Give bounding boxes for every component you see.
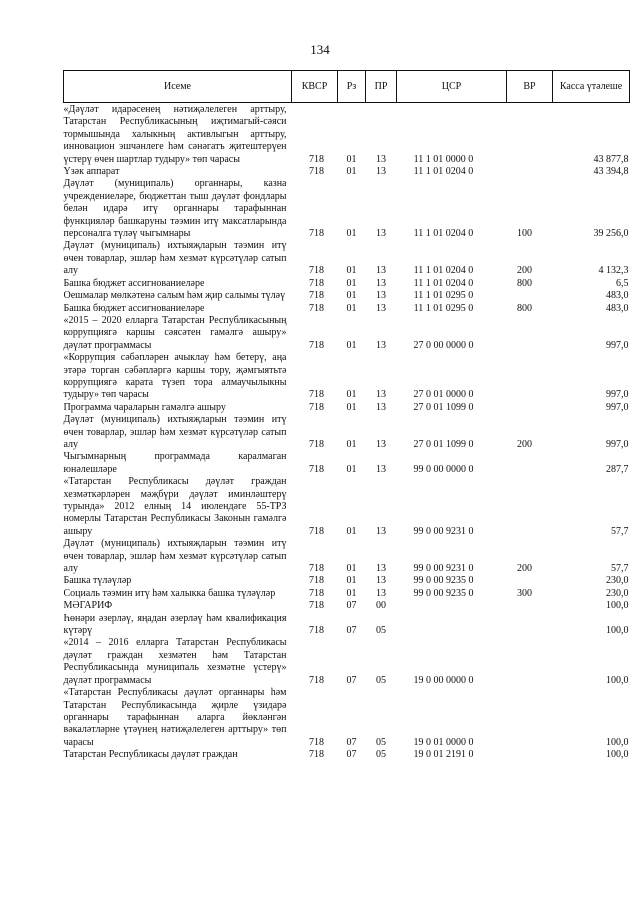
cell-csr: 11 1 01 0204 0 <box>413 166 474 178</box>
cell-kassa: 997,0 <box>606 389 629 401</box>
header-kvsr: КВСР <box>292 71 338 103</box>
cell-kassa: 39 256,0 <box>593 228 629 240</box>
cell-pr: 13 <box>376 153 386 165</box>
cell-csr: 11 1 01 0000 0 <box>413 153 474 165</box>
header-kassa: Касса үтәлеше <box>553 71 630 103</box>
cell-name: «Татарстан Республикасы дәүләт граждан хезмәткәрләрен мәҗбүри дәүләт иминләштерү турында» 2012 елның 14 июлендәге 55-ТРЗ номерлы Татарстан Республикасы Законын гамәлгә ашыру <box>63 476 287 537</box>
cell-name: «Дәүләт идарәсенең нәтиҗәлелеген арттыру, Татарстан Республикасының иҗтимагый-сәяси тормышында халыкның активлыгын арттыру, инновацион эшчәнлеге һәм сәнәгатъ җитештерүен үстерү өчен шартлар тудыру» төп чарасы <box>63 104 287 165</box>
cell-name: Башка бюджет ассигнованиеләре <box>63 277 205 289</box>
table-row <box>64 166 630 178</box>
cell-pr: 05 <box>376 625 386 637</box>
cell-name: Дәүләт (муниципаль) ихтыяҗларын тәэмин итү өчен товарлар, эшләр һәм хезмәт күрсәтүләр сатып алу <box>63 240 287 277</box>
table-row <box>64 352 630 402</box>
cell-kassa: 43 394,8 <box>593 166 629 178</box>
cell-kassa: 997,0 <box>606 438 629 450</box>
cell-vr <box>507 166 553 178</box>
cell-name: Чыгымнарның программада каралмаган юнәлешләре <box>63 451 287 475</box>
table-row <box>64 451 630 476</box>
cell-kvsr: 718 <box>309 587 324 599</box>
cell-rz: 01 <box>346 525 357 537</box>
cell-rz: 01 <box>346 575 357 587</box>
table-body <box>64 103 630 762</box>
table-row <box>64 290 630 302</box>
cell-vr <box>507 749 553 761</box>
cell-pr: 13 <box>376 290 386 302</box>
cell-kvsr: 718 <box>309 625 324 637</box>
cell-kvsr: 718 <box>309 463 324 475</box>
cell-vr: 200 <box>517 438 532 450</box>
cell-rz: 01 <box>346 563 357 575</box>
cell-csr: 11 1 01 0204 0 <box>413 265 474 277</box>
table-row <box>64 613 630 638</box>
cell-name: Үзәк аппарат <box>63 166 120 178</box>
cell-csr <box>397 613 507 638</box>
cell-vr <box>507 687 553 749</box>
cell-kassa: 230,0 <box>606 587 629 599</box>
cell-vr <box>507 600 553 612</box>
cell-vr <box>507 575 553 587</box>
cell-csr: 11 1 01 0204 0 <box>413 277 474 289</box>
cell-pr: 13 <box>376 277 386 289</box>
cell-name: Оешмалар мөлкәтенә салым һәм җир салымы түләү <box>63 290 286 302</box>
cell-name: Башка түләүләр <box>63 575 132 587</box>
cell-kvsr: 718 <box>309 525 324 537</box>
cell-name: Башка бюджет ассигнованиеләре <box>63 302 205 314</box>
cell-name: Дәүләт (муниципаль) ихтыяҗларын тәэмин итү өчен товарлар, эшләр һәм хезмәт күрсәтүләр сатып алу <box>63 538 287 575</box>
cell-rz: 01 <box>346 153 357 165</box>
cell-rz: 01 <box>346 228 357 240</box>
cell-pr: 13 <box>376 587 386 599</box>
cell-name: Дәүләт (муниципаль) ихтыяҗларын тәэмин итү өчен товарлар, эшләр һәм хезмәт күрсәтүләр сатып алу <box>63 414 287 450</box>
cell-kvsr: 718 <box>309 438 324 450</box>
table-row <box>64 240 630 277</box>
cell-pr: 05 <box>376 749 386 761</box>
cell-kvsr: 718 <box>309 166 324 178</box>
cell-rz: 07 <box>346 625 357 637</box>
cell-rz: 07 <box>346 600 357 612</box>
cell-rz: 01 <box>346 438 357 450</box>
cell-vr <box>507 451 553 476</box>
cell-csr: 27 0 01 0000 0 <box>413 389 474 401</box>
cell-vr: 300 <box>517 587 532 599</box>
table-row <box>64 402 630 414</box>
cell-vr <box>507 402 553 414</box>
cell-csr: 27 0 00 0000 0 <box>413 339 474 351</box>
header-csr: ЦСР <box>397 71 507 103</box>
cell-kvsr: 718 <box>309 389 324 401</box>
header-pr: ПР <box>366 71 397 103</box>
table-row <box>64 414 630 451</box>
cell-csr: 11 1 01 0204 0 <box>413 228 474 240</box>
cell-csr: 27 0 01 1099 0 <box>413 438 474 450</box>
cell-csr: 19 0 00 0000 0 <box>413 674 474 686</box>
table-row <box>64 538 630 575</box>
cell-rz: 01 <box>346 277 357 289</box>
table-row <box>64 575 630 587</box>
header-rz: Рз <box>338 71 366 103</box>
table-row <box>64 588 630 600</box>
cell-kvsr: 718 <box>309 339 324 351</box>
cell-kassa: 4 132,3 <box>598 265 629 277</box>
cell-kvsr: 718 <box>309 290 324 302</box>
cell-name: Татарстан Республикасы дәүләт граждан <box>63 749 238 761</box>
cell-pr: 05 <box>376 674 386 686</box>
cell-name: Һөнәри әзерләү, яңадан әзерләү һәм квалификация күтәрү <box>63 612 287 637</box>
cell-vr <box>507 103 553 167</box>
cell-kassa: 483,0 <box>606 302 629 314</box>
cell-rz: 01 <box>346 339 357 351</box>
cell-vr: 800 <box>517 302 532 314</box>
cell-pr: 13 <box>376 438 386 450</box>
cell-name: Программа чараларын гамәлгә ашыру <box>63 401 226 413</box>
cell-kvsr: 718 <box>309 265 324 277</box>
cell-kassa: 997,0 <box>606 339 629 351</box>
cell-csr: 99 0 00 9235 0 <box>413 575 474 587</box>
cell-kassa: 100,0 <box>606 736 629 748</box>
table-row <box>64 315 630 352</box>
cell-name: Дәүләт (муниципаль) органнары, казна учреждениеләре, бюджеттан тыш дәүләт фондлары белән идарә итү органнары тарафыннан функцияләр башкаруны тәэмин итү максатларында персоналга түләү чыгымнары <box>63 178 287 240</box>
cell-rz: 01 <box>346 302 357 314</box>
table-row <box>64 749 630 761</box>
cell-rz: 01 <box>346 463 357 475</box>
cell-kvsr: 718 <box>309 575 324 587</box>
cell-csr: 19 0 01 2191 0 <box>413 749 474 761</box>
cell-csr: 99 0 00 9231 0 <box>413 525 474 537</box>
cell-pr: 13 <box>376 401 386 413</box>
table-row <box>64 476 630 538</box>
cell-pr: 13 <box>376 463 386 475</box>
cell-pr: 05 <box>376 736 386 748</box>
cell-kvsr: 718 <box>309 674 324 686</box>
cell-pr: 13 <box>376 302 386 314</box>
cell-pr: 13 <box>376 563 386 575</box>
cell-csr: 11 1 01 0295 0 <box>413 302 474 314</box>
cell-name: Социаль тәэмин итү һәм халыкка башка түләүләр <box>63 587 276 599</box>
cell-vr: 800 <box>517 277 532 289</box>
cell-rz: 07 <box>346 749 357 761</box>
cell-pr: 13 <box>376 389 386 401</box>
cell-vr <box>507 315 553 352</box>
page-number: 134 <box>310 42 330 57</box>
cell-csr: 99 0 00 9231 0 <box>413 563 474 575</box>
header-vr: ВР <box>507 71 553 103</box>
cell-kassa: 100,0 <box>606 625 629 637</box>
cell-csr <box>397 600 507 612</box>
cell-name: «Татарстан Республикасы дәүләт органнары һәм Татарстан Республикасында җирле үзидарә органнары тарафыннан аларга йөкләнгән вәкаләтләрне үтәүнең нәтиҗәлелеген арттыру» төп чарасы <box>63 687 287 748</box>
table-row <box>64 600 630 612</box>
cell-kassa: 100,0 <box>606 600 629 612</box>
cell-name: «2015 – 2020 елларга Татарстан Республикасының коррупциягә каршы сәясәтен гамәлгә ашыру» дәүләт программасы <box>63 314 287 351</box>
cell-pr: 13 <box>376 575 386 587</box>
cell-pr: 13 <box>376 265 386 277</box>
cell-pr: 13 <box>376 228 386 240</box>
cell-vr <box>507 352 553 402</box>
table-row <box>64 178 630 240</box>
cell-rz: 01 <box>346 587 357 599</box>
cell-vr <box>507 613 553 638</box>
cell-kvsr: 718 <box>309 401 324 413</box>
cell-kvsr: 718 <box>309 600 324 612</box>
cell-kassa: 57,7 <box>611 525 629 537</box>
cell-kassa: 43 877,8 <box>593 153 629 165</box>
cell-vr: 100 <box>517 228 532 240</box>
cell-rz: 01 <box>346 265 357 277</box>
cell-kassa: 100,0 <box>606 749 629 761</box>
cell-vr <box>507 290 553 302</box>
table-header-row <box>64 71 630 103</box>
cell-kassa: 6,5 <box>616 277 629 289</box>
budget-table <box>63 70 630 762</box>
cell-pr: 13 <box>376 339 386 351</box>
cell-vr <box>507 476 553 538</box>
table-row <box>64 303 630 315</box>
cell-kvsr: 718 <box>309 749 324 761</box>
cell-name: «Коррупция сәбәпләрен ачыклау һәм бетерү, аңа этәрә торган сәбәпләргә каршы тору, җәмгыятьтә коррупциягә карата түзеп тора алмаучылыкны тудыру» төп чарасы <box>63 352 287 401</box>
cell-csr: 27 0 01 1099 0 <box>413 401 474 413</box>
cell-vr: 200 <box>517 563 532 575</box>
cell-kvsr: 718 <box>309 736 324 748</box>
cell-rz: 07 <box>346 674 357 686</box>
cell-rz: 01 <box>346 389 357 401</box>
cell-kassa: 100,0 <box>606 674 629 686</box>
cell-kvsr: 718 <box>309 228 324 240</box>
cell-rz: 07 <box>346 736 357 748</box>
cell-kassa: 483,0 <box>606 290 629 302</box>
cell-csr: 11 1 01 0295 0 <box>413 290 474 302</box>
cell-rz: 01 <box>346 166 357 178</box>
cell-csr: 19 0 01 0000 0 <box>413 736 474 748</box>
cell-name: МӘГАРИФ <box>63 600 113 612</box>
cell-pr: 13 <box>376 525 386 537</box>
cell-csr: 99 0 00 9235 0 <box>413 587 474 599</box>
cell-kassa: 287,7 <box>606 463 629 475</box>
cell-pr: 13 <box>376 166 386 178</box>
table-row <box>64 637 630 687</box>
table-row <box>64 103 630 167</box>
table-row <box>64 687 630 749</box>
cell-kassa: 230,0 <box>606 575 629 587</box>
header-name: Исеме <box>64 71 292 103</box>
cell-kassa: 57,7 <box>611 563 629 575</box>
cell-rz: 01 <box>346 290 357 302</box>
cell-vr: 200 <box>517 265 532 277</box>
cell-rz: 01 <box>346 401 357 413</box>
table-row <box>64 278 630 290</box>
cell-kvsr: 718 <box>309 302 324 314</box>
cell-vr <box>507 637 553 687</box>
cell-name: «2014 – 2016 елларга Татарстан Республикасы дәүләт граждан хезмәтен һәм Татарстан Республикасында муниципаль хезмәтне үстерү» дәүләт программасы <box>63 637 287 686</box>
cell-kvsr: 718 <box>309 277 324 289</box>
cell-kassa: 997,0 <box>606 401 629 413</box>
cell-kvsr: 718 <box>309 563 324 575</box>
cell-csr: 99 0 00 0000 0 <box>413 463 474 475</box>
cell-pr: 00 <box>376 600 386 612</box>
cell-kvsr: 718 <box>309 153 324 165</box>
